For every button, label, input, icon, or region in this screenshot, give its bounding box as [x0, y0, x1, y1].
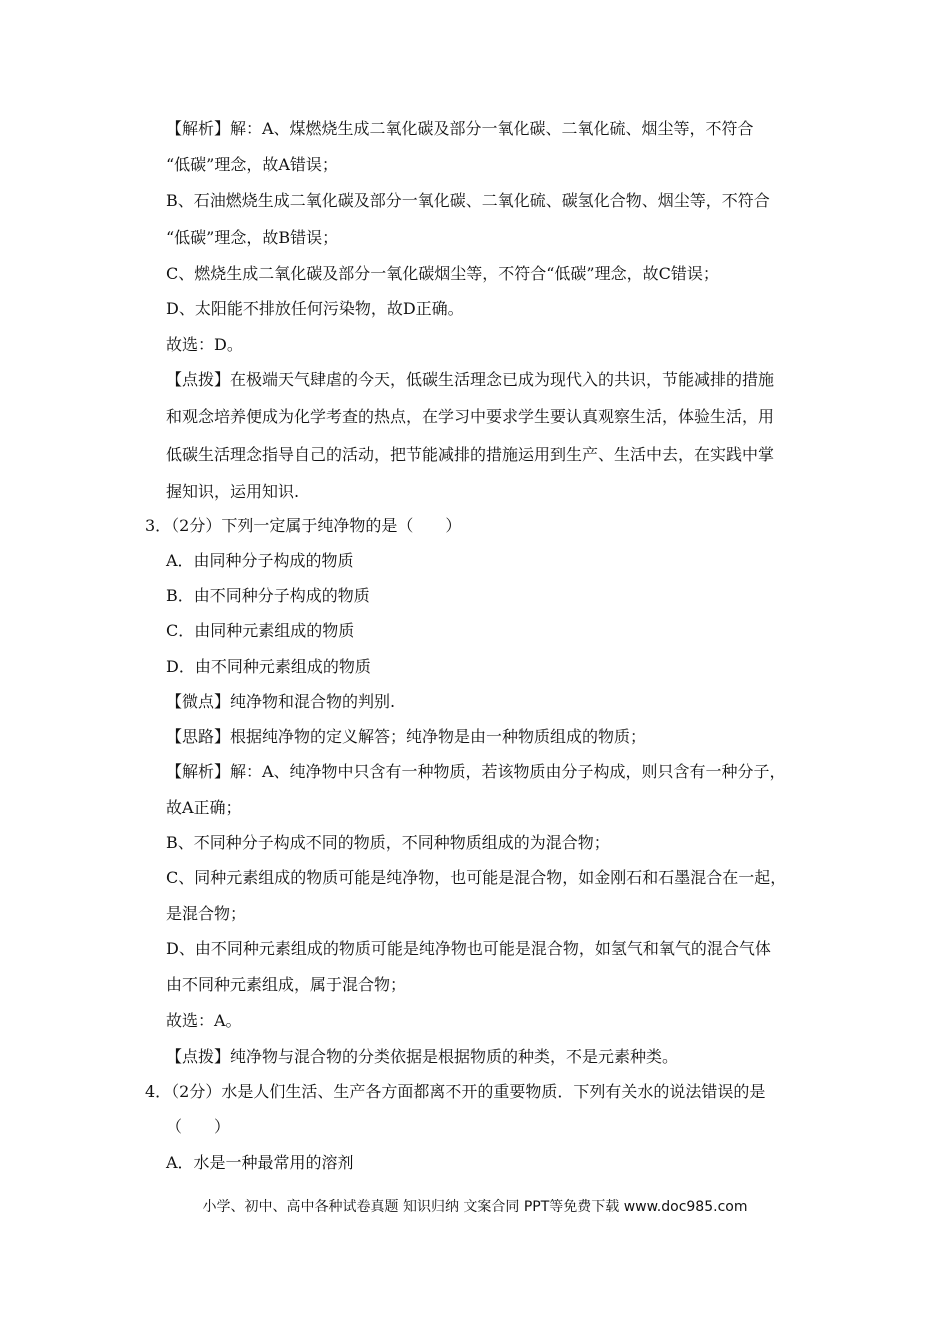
text-line: B、不同种分子构成不同的物质，不同种物质组成的为混合物；	[166, 833, 610, 852]
option-c: C．由同种元素组成的物质	[166, 621, 355, 640]
text-line: 【点拨】在极端天气肆虐的今天，低碳生活理念已成为现代入的共识，节能减排的措施	[166, 370, 775, 389]
option-b: B．由不同种分子构成的物质	[166, 586, 370, 605]
option-a: A．由同种分子构成的物质	[166, 551, 354, 570]
text-line: 低碳生活理念指导自己的活动，把节能减排的措施运用到生产、生活中去，在实践中掌	[166, 445, 775, 464]
text-line: C、同种元素组成的物质可能是纯净物，也可能是混合物，如金刚石和石墨混合在一起，	[166, 868, 787, 887]
text-line: B、石油燃烧生成二氧化碳及部分一氧化碳、二氧化硫、碳氢化合物、烟尘等，不符合	[166, 191, 770, 210]
text-line: 【解析】解：A、煤燃烧生成二氧化碳及部分一氧化碳、二氧化硫、烟尘等，不符合	[166, 119, 754, 138]
text-line: 是混合物；	[166, 904, 247, 923]
text-line: 由不同种元素组成，属于混合物；	[166, 975, 407, 994]
text-line: （ ）	[166, 1117, 231, 1136]
text-line: 【微点】纯净物和混合物的判别.	[166, 692, 396, 711]
text-line: 故选：A。	[166, 1011, 242, 1030]
text-line: 故A正确；	[166, 798, 242, 817]
text-line: 【思路】根据纯净物的定义解答；纯净物是由一种物质组成的物质；	[166, 727, 647, 746]
text-line: D、太阳能不排放任何污染物，故D正确。	[166, 299, 464, 318]
option-d: D．由不同种元素组成的物质	[166, 657, 371, 676]
text-line: 握知识，运用知识.	[166, 482, 300, 501]
question-3: 3．（2分）下列一定属于纯净物的是（ ）	[145, 516, 462, 535]
text-line: 故选：D。	[166, 335, 243, 354]
text-line: “低碳”理念，故A错误；	[166, 155, 338, 174]
option-a: A．水是一种最常用的溶剂	[166, 1153, 354, 1172]
question-4: 4．（2分）水是人们生活、生产各方面都离不开的重要物质．下列有关水的说法错误的是	[145, 1082, 766, 1101]
text-line: “低碳”理念，故B错误；	[166, 228, 339, 247]
text-line: 和观念培养便成为化学考查的热点，在学习中要求学生要认真观察生活，体验生活，用	[166, 407, 775, 426]
page-footer: 小学、初中、高中各种试卷真题 知识归纳 文案合同 PPT等免费下载 www.doc985.com	[202, 1199, 748, 1215]
text-line: D、由不同种元素组成的物质可能是纯净物也可能是混合物，如氢气和氧气的混合气体	[166, 939, 771, 958]
text-line: C、燃烧生成二氧化碳及部分一氧化碳烟尘等，不符合“低碳”理念，故C错误；	[166, 264, 719, 283]
text-line: 【解析】解：A、纯净物中只含有一种物质，若该物质由分子构成，则只含有一种分子，	[166, 762, 786, 781]
text-line: 【点拨】纯净物与混合物的分类依据是根据物质的种类，不是元素种类。	[166, 1047, 679, 1066]
